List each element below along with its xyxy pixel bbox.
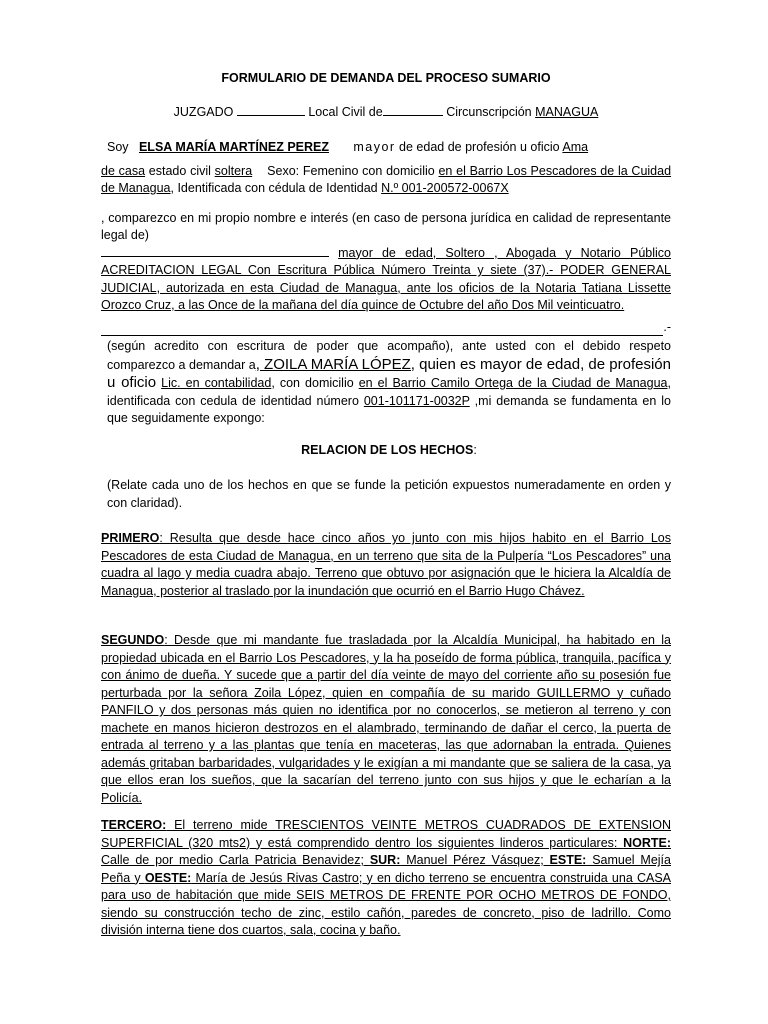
- separator-rule: [101, 325, 663, 336]
- acredito-p3: , con domicilio: [271, 376, 354, 390]
- este-label: ESTE:: [549, 853, 587, 867]
- acredito-p5: ,mi demanda se fundamenta en lo que seguidamente expongo:: [107, 393, 671, 425]
- oeste-text: María de Jesús Rivas Castro; y en dicho terreno se encuentra construida una CASA para uso de habitación que mide SEIS METROS DE FRENTE POR OCHO METROS DE FONDO, siendo su construcción techo de zinc, estilo cañón, paredes de concreto, piso de ladrillo. Como división interna tiene dos cuartos, sala, cocina y baño.: [101, 870, 671, 937]
- edad-label: de edad de profesión u oficio: [399, 140, 560, 154]
- demandante-cedula: N.º 001-200572-0067X: [381, 181, 509, 195]
- demandada-nombre: , ZOILA MARÍA LÓPEZ,: [255, 355, 415, 373]
- demandada-domicilio: en el Barrio Camilo Ortega de la Ciudad de Managua: [358, 376, 668, 390]
- demandante-datos: [101, 163, 671, 198]
- representante-blank: [101, 256, 329, 257]
- acredito-p4: , identificada con cedula de identidad número: [107, 376, 671, 408]
- local-civil-label: Local Civil de: [308, 104, 383, 119]
- estado-civil-label: estado civil: [145, 163, 215, 178]
- hecho-segundo: [101, 632, 671, 807]
- segundo-text: : Desde que mi mandante fue trasladada por la Alcaldía Municipal, ha habitado en la propiedad ubicada en el Barrio Los Pescadores, y la ha poseído de forma pública, tranquila, pacífica y con ánimo de dueña. Y sucede que a partir del día veinte de mayo del corriente año su posesión fue perturbada por la señora Zoila López, quien en compañía de su marido GUILLERMO y cuñado PANFILO y dos personas más quien no identifica por no conocerlos, se metieron al terreno y con machete en manos hicieron destrozos en el alambrado, terminando de dañar el cerco, la puerta de entrada al terreno y a las plantas que tenía en maceteras, las que adornaban la entrada. Quienes además gritaban barbaridades, vulgaridades y le exigían a mi mandante que se saliera de la casa, ya que ellos eran los sueños, que la sacarían del terreno junto con sus hijos y que le echarían a la Policía.: [101, 633, 671, 805]
- hecho-primero: [101, 530, 671, 600]
- sur-text: Manuel Pérez Vásquez;: [400, 853, 550, 867]
- este-text: Samuel Mejía Peña y: [101, 853, 671, 885]
- oeste-label: OESTE:: [144, 870, 192, 885]
- apoderado-acreditacion: mayor de edad, Soltero , Abogada y Notario Público ACREDITACION LEGAL Con Escritura Pública Número Treinta y siete (37).- PODER GENERAL JUDICIAL, autorizada en esta Ciudad de Managua, ante los oficios de la Notaria Tatiana Lissette Orozco Cruz, a las Once de la mañana del día quince de Octubre del año Dos Mil veinticuatro.: [101, 245, 671, 312]
- primero-text: : Resulta que desde hace cinco años yo junto con mis hijos habito en el Barrio Los Pescadores de esta Ciudad de Managua, en un terreno que sita de la Pulpería “Los Pescadores” una cuadra al lago y media cuadra abajo. Terreno que obtuvo por asignación que le hiciera la Alcaldía de Managua, posterior al traslado por la inundación que ocurrió en el Barrio Hugo Chávez.: [101, 531, 671, 598]
- juzgado-label: JUZGADO: [173, 104, 234, 119]
- tercero-label: TERCERO:: [101, 818, 167, 832]
- demandante-nombre: ELSA MARÍA MARTÍNEZ PEREZ: [138, 140, 330, 154]
- soy-line: [101, 139, 671, 157]
- local-civil-blank: [383, 115, 443, 116]
- sexo-label: Sexo: Femenino con domicilio: [267, 163, 435, 178]
- demandante-domicilio: en el Barrio Los Pescadores de la Cuidad de Managua: [101, 163, 672, 195]
- separator-line: [101, 319, 671, 337]
- apoderado-datos: [101, 245, 671, 315]
- norte-text: Calle de por medio Carla Patricia Benavidez;: [101, 853, 370, 867]
- acredito-p1: (según acredito con escritura de poder que acompaño), ante usted con el debido respeto comparezco a demandar a: [107, 339, 671, 372]
- juzgado-blank: [237, 115, 305, 116]
- norte-label: NORTE:: [623, 835, 671, 850]
- relacion-heading: [107, 442, 671, 460]
- document-title: FORMULARIO DE DEMANDA DEL PROCESO SUMARIO: [221, 71, 551, 85]
- estado-civil-valor: soltera: [214, 163, 253, 178]
- oficio-ama: Ama: [562, 140, 589, 154]
- acredito-text: [107, 338, 671, 428]
- comparezco-text: [101, 210, 671, 245]
- demandada-cedula: 001-101171-0032P: [363, 393, 470, 408]
- soy-label: Soy: [107, 140, 129, 154]
- relacion-heading-text: RELACION DE LOS HECHOS: [301, 442, 474, 457]
- relacion-instruccion: (Relate cada uno de los hechos en que se funde la petición expuestos numeradamente en orden y con claridad).: [107, 478, 671, 510]
- primero-label: PRIMERO: [101, 531, 160, 545]
- circunscripcion-label: Circunscripción: [446, 104, 532, 119]
- acredito-p2: quien es mayor de edad, de profesión u oficio: [107, 355, 671, 391]
- acredito-block: [101, 338, 671, 512]
- identificada-label: , Identificada con cédula de Identidad: [170, 181, 378, 195]
- juzgado-line: [101, 104, 671, 122]
- hecho-tercero: [101, 817, 671, 940]
- demandada-profesion: Lic. en contabilidad: [161, 376, 272, 390]
- separator-end: .-: [663, 319, 671, 334]
- mayor-label: mayor: [353, 140, 396, 154]
- comparezco-label: , comparezco en mi propio nombre e interés (en caso de persona jurídica en calidad de representante legal de): [101, 210, 671, 242]
- sur-label: SUR:: [369, 853, 401, 867]
- relacion-heading-colon: :: [473, 442, 477, 457]
- segundo-label: SEGUNDO: [101, 633, 165, 647]
- tercero-text-1: El terreno mide TRESCIENTOS VEINTE METROS CUADRADOS DE EXTENSION SUPERFICIAL (320 mts2) y está comprendido dentro los siguientes linderos particulares:: [101, 818, 671, 850]
- circunscripcion-ciudad: MANAGUA: [535, 104, 599, 119]
- oficio-de-casa: de casa: [101, 163, 146, 178]
